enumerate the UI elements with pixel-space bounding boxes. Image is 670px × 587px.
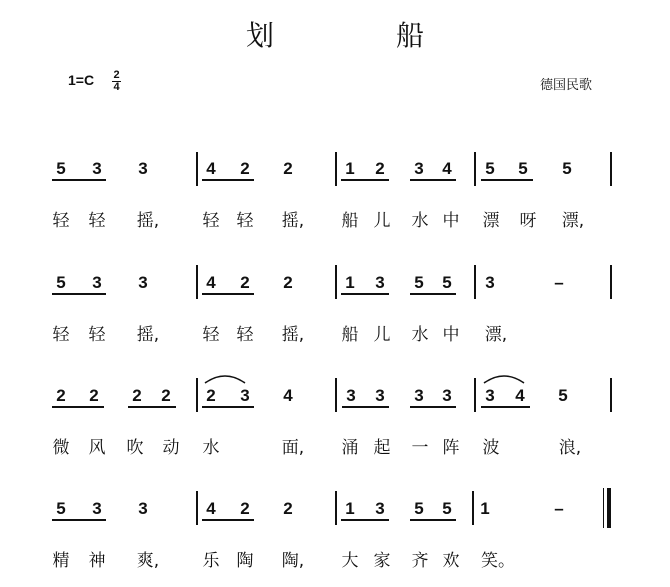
eighth-beam: [481, 179, 533, 181]
note: 4: [442, 159, 452, 178]
note: 2: [283, 273, 293, 292]
lyric: 大: [341, 551, 359, 571]
barline: [196, 265, 198, 299]
eighth-beam: [52, 179, 106, 181]
eighth-beam: [52, 519, 106, 521]
lyric: 儿: [373, 211, 391, 231]
lyric: 一: [411, 438, 429, 458]
eighth-beam: [128, 406, 176, 408]
note: 2: [206, 386, 216, 405]
note: 5: [442, 273, 452, 292]
lyric: 欢: [442, 551, 460, 571]
meter-beats: 2: [113, 69, 120, 81]
lyric: 水: [202, 438, 220, 458]
note: 2: [56, 386, 66, 405]
note: 2: [240, 159, 250, 178]
barline: [335, 152, 337, 186]
note: 5: [518, 159, 528, 178]
lyric: 笑。: [481, 551, 515, 571]
barline: [610, 265, 612, 299]
lyric: 船: [341, 211, 359, 231]
title-char-1: 划: [246, 19, 275, 52]
lyric: 摇,: [281, 211, 305, 231]
note: 3: [138, 499, 148, 518]
lyric: 轻: [236, 211, 254, 231]
barline: [335, 265, 337, 299]
note: 3: [138, 159, 148, 178]
note: 5: [56, 499, 66, 518]
note: 2: [283, 159, 293, 178]
final-barline-thick: [607, 488, 611, 528]
eighth-beam: [410, 179, 456, 181]
composer: 德国民歌: [539, 78, 592, 93]
lyric: 船: [341, 325, 359, 345]
note: 5: [562, 159, 572, 178]
eighth-beam: [342, 406, 389, 408]
barline: [472, 491, 474, 525]
lyric: 面,: [281, 438, 305, 458]
note: 3: [375, 386, 385, 405]
time-signature: [112, 70, 121, 93]
note: 3: [485, 273, 495, 292]
tie-slur: [482, 372, 526, 384]
lyric: 轻: [236, 325, 254, 345]
lyric: 轻: [202, 211, 220, 231]
lyric: 轻: [202, 325, 220, 345]
lyric: 摇,: [281, 325, 305, 345]
lyric: 中: [442, 325, 460, 345]
eighth-beam: [410, 519, 456, 521]
final-barline-thin: [603, 488, 604, 528]
note: 3: [375, 499, 385, 518]
lyric: 涌: [341, 438, 359, 458]
note: 3: [92, 499, 102, 518]
note: 5: [56, 159, 66, 178]
note: 5: [414, 499, 424, 518]
note: 1: [345, 499, 355, 518]
note: 3: [414, 159, 424, 178]
lyric: 摇,: [136, 211, 160, 231]
eighth-beam: [341, 179, 389, 181]
note: 1: [480, 499, 490, 518]
note: 3: [346, 386, 356, 405]
note: 3: [240, 386, 250, 405]
note: 2: [161, 386, 171, 405]
note: 1: [345, 159, 355, 178]
note: 1: [345, 273, 355, 292]
lyric: 精: [52, 551, 70, 571]
lyric: 家: [373, 551, 391, 571]
lyric: 阵: [442, 438, 460, 458]
note: 5: [558, 386, 568, 405]
lyric: 轻: [52, 211, 70, 231]
note: 2: [89, 386, 99, 405]
lyric: 爽,: [136, 551, 160, 571]
lyric: 乐: [202, 551, 220, 571]
tie-slur: [203, 372, 247, 384]
note: 3: [92, 159, 102, 178]
note: 5: [56, 273, 66, 292]
lyric: 呀: [519, 211, 537, 231]
note: 2: [283, 499, 293, 518]
eighth-beam: [202, 179, 254, 181]
note: 3: [414, 386, 424, 405]
note: 5: [414, 273, 424, 292]
note: 4: [206, 273, 216, 292]
eighth-beam: [410, 293, 456, 295]
eighth-beam: [341, 293, 389, 295]
dash-note: –: [554, 273, 564, 292]
note: 3: [375, 273, 385, 292]
eighth-beam: [52, 406, 104, 408]
lyric: 漂,: [561, 211, 585, 231]
barline: [335, 491, 337, 525]
eighth-beam: [202, 406, 254, 408]
eighth-beam: [202, 293, 254, 295]
barline: [474, 152, 476, 186]
lyric: 漂,: [484, 325, 508, 345]
note: 3: [92, 273, 102, 292]
note: 3: [138, 273, 148, 292]
dash-note: –: [554, 499, 564, 518]
barline: [196, 491, 198, 525]
lyric: 摇,: [136, 325, 160, 345]
lyric: 儿: [373, 325, 391, 345]
lyric: 漂: [482, 211, 500, 231]
barline: [610, 152, 612, 186]
lyric: 水: [411, 325, 429, 345]
lyric: 轻: [88, 211, 106, 231]
barline: [196, 152, 198, 186]
key-signature: 1=C: [68, 72, 95, 88]
song-title: [0, 14, 670, 54]
note: 3: [485, 386, 495, 405]
lyric: 轻: [52, 325, 70, 345]
eighth-beam: [202, 519, 254, 521]
lyric: 齐: [411, 551, 429, 571]
barline: [474, 378, 476, 412]
note: 4: [283, 386, 293, 405]
eighth-beam: [52, 293, 106, 295]
eighth-beam: [481, 406, 530, 408]
note: 2: [132, 386, 142, 405]
lyric: 水: [411, 211, 429, 231]
eighth-beam: [410, 406, 456, 408]
lyric: 神: [88, 551, 106, 571]
lyric: 波: [482, 438, 500, 458]
note: 5: [485, 159, 495, 178]
meter-unit: 4: [113, 81, 120, 93]
lyric: 陶,: [281, 551, 305, 571]
note: 2: [240, 273, 250, 292]
lyric: 浪,: [558, 438, 582, 458]
note: 4: [206, 159, 216, 178]
lyric: 吹: [126, 438, 144, 458]
eighth-beam: [341, 519, 389, 521]
lyric: 起: [373, 438, 391, 458]
note: 3: [442, 386, 452, 405]
barline: [610, 378, 612, 412]
note: 2: [240, 499, 250, 518]
lyric: 轻: [88, 325, 106, 345]
note: 2: [375, 159, 385, 178]
lyric: 陶: [236, 551, 254, 571]
barline: [335, 378, 337, 412]
title-char-2: 船: [396, 19, 425, 52]
barline: [196, 378, 198, 412]
lyric: 动: [162, 438, 180, 458]
lyric: 风: [88, 438, 106, 458]
barline: [474, 265, 476, 299]
note: 5: [442, 499, 452, 518]
note: 4: [206, 499, 216, 518]
lyric: 中: [442, 211, 460, 231]
note: 4: [515, 386, 525, 405]
lyric: 微: [52, 438, 70, 458]
